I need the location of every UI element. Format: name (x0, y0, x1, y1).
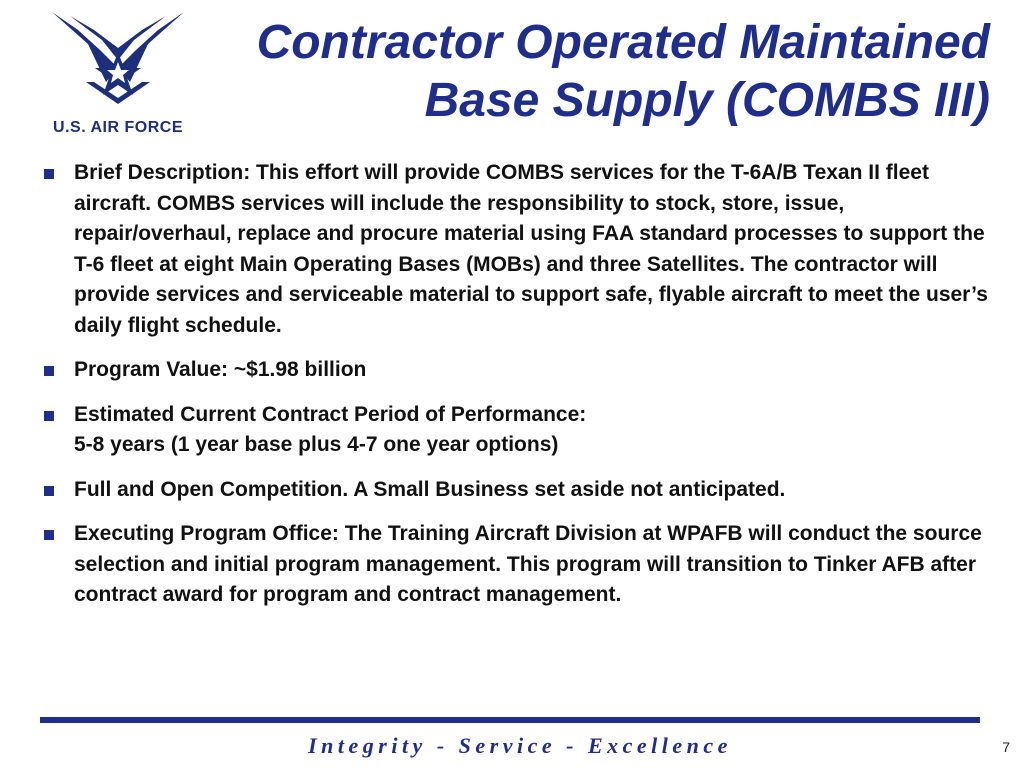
bullet-text: Program Value: ~$1.98 billion (74, 358, 367, 381)
footer-motto: Integrity - Service - Excellence (308, 733, 732, 758)
bullet-brief-description (44, 158, 994, 341)
bullet-text: Estimated Current Contract Period of Performance: (74, 402, 587, 426)
slide-title (230, 14, 990, 130)
square-bullet-icon (44, 366, 54, 376)
usaf-wings-star-icon (48, 8, 188, 108)
bullet-executing-office (44, 519, 994, 611)
usaf-logo (38, 8, 198, 136)
slide-title-line-2: Base Supply (COMBS III) (424, 74, 990, 127)
page-number: 7 (1002, 739, 1010, 755)
square-bullet-icon (44, 169, 54, 179)
slide-title-line-1: Contractor Operated Maintained (256, 16, 990, 69)
bullet-competition (44, 475, 994, 506)
square-bullet-icon (44, 486, 54, 496)
square-bullet-icon (44, 530, 54, 540)
bullet-period-of-performance (44, 400, 994, 461)
bullet-text: Executing Program Office: The Training Aircraft Division at WPAFB will conduct the source selection and initial program management. This program will transition to Tinker AFB after contract award for program and contract management. (74, 522, 982, 606)
bullet-text: Full and Open Competition. A Small Business set aside not anticipated. (74, 477, 786, 501)
bullet-text: Brief Description: This effort will provide COMBS services for the T-6A/B Texan II fleet aircraft. COMBS services will include the responsibility to stock, store, issue, repair/overhaul, replace and procure material using FAA standard processes to support the T-6 fleet at eight Main Operating Bases (MOBs) and three Satellites. The contractor will provide services and serviceable material to support safe, flyable aircraft to meet the user’s daily flight schedule. (74, 161, 988, 337)
bullet-text-line-2: 5-8 years (1 year base plus 4-7 one year options) (74, 433, 559, 456)
bullet-program-value (44, 355, 994, 386)
footer-divider (40, 717, 980, 723)
square-bullet-icon (44, 411, 54, 421)
logo-wordmark: U.S. AIR FORCE (53, 119, 183, 136)
bullet-list (44, 158, 994, 625)
